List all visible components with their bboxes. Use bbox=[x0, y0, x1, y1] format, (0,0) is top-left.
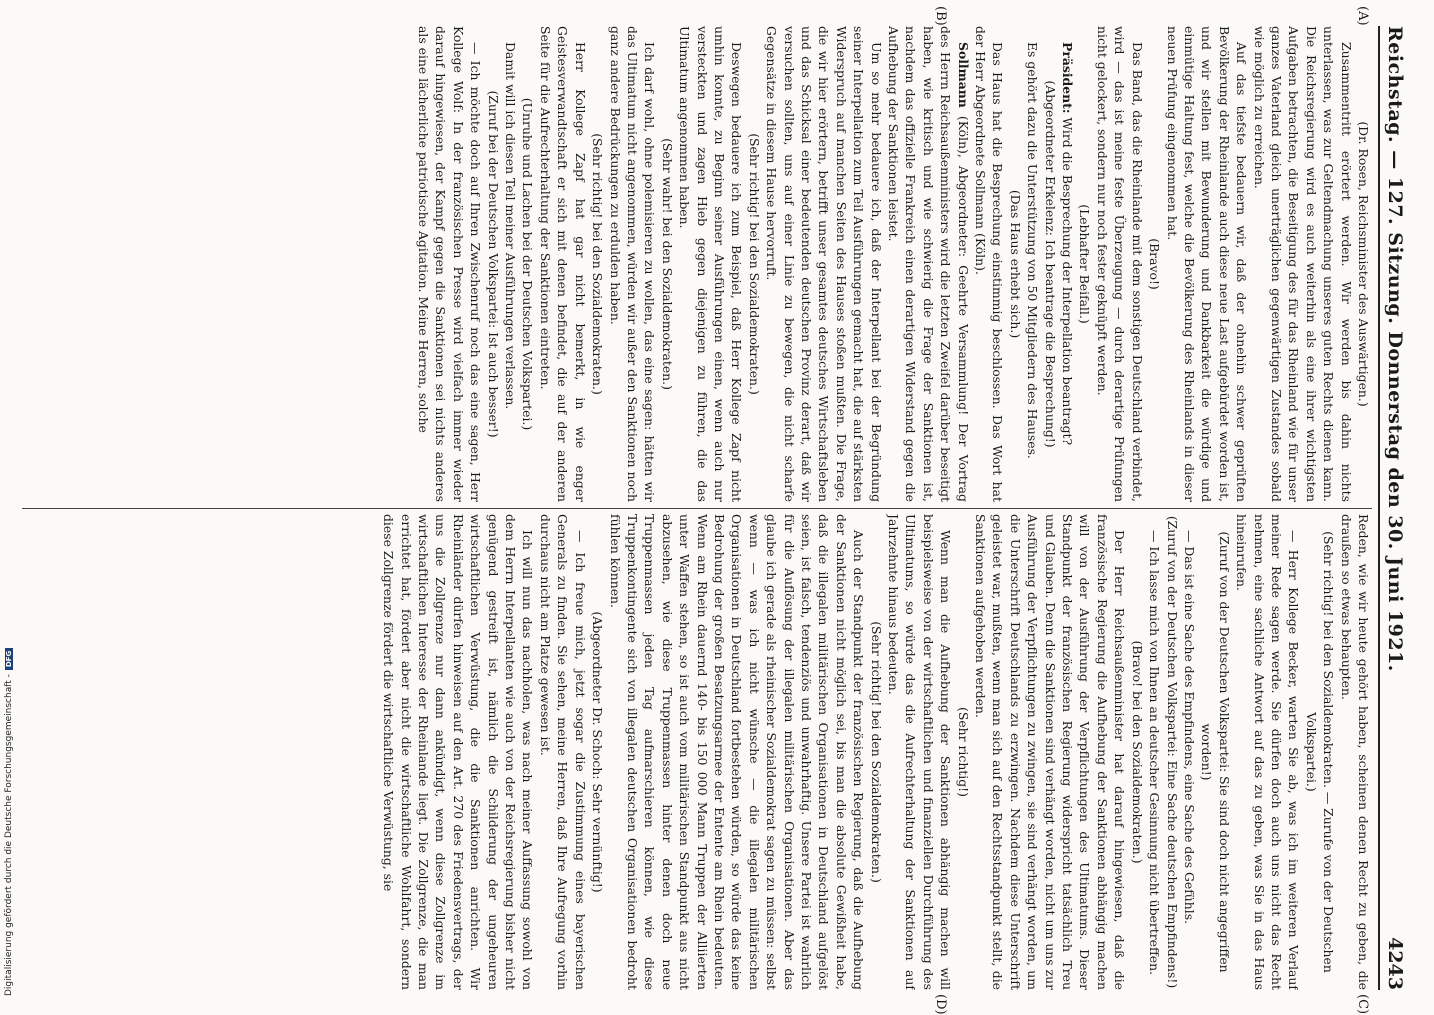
body-paragraph: Auch der Standpunkt der französischen Regierung, daß die Aufhebung der Sanktionen nicht möglich sei, bis man die absolute Gewißheit habe, daß die illegalen militärischen Organisationen in Deutschland aufgelöst seien, ist falsch, tendenziös und unwahrhaftig. Unsere Partei ist wahrlich für die Auflösung der illegalen militärischen Organisationen. Aber das glaube ich gerade als rheinischer Sozialdemokrat sagen zu müssen: selbst wenn — was ich nicht wünsche — die illegalen militärischen Organisationen in Deutschland fortbestehen würden, so würde das keine Bedrohung der großen Besatzungsarmee der Entente am Rhein bedeuten. Wenn am Rhein dauernd 140- bis 150 000 Mann Truppen der Alliierten unter Waffen stehen, so ist auch vom militärischen Standpunkt aus nicht abzusehen, wie diese Truppenmassen hinter denen doch neue Truppenmassen jeden Tag aufmarschieren können, wie diese Truppenkontingente sich von illegalen deutschen Organisationen bedroht fühlen können. bbox=[607, 514, 867, 990]
body-paragraph: — Ich lasse mich von Ihnen an deutscher Gesinnung nicht übertreffen. bbox=[1147, 530, 1163, 976]
speaker-text: (Köln), Abgeordneter: Geehrte Versammlung! Der Vortrag des Herrn Reichsaußenministers wird die letzten Zweifel darüber beseitigt haben, wie kritisch und wie schwierig die Frage der Sanktionen ist, nachdem das offizielle Frankreich einen derartigen Widerstand gegen die Aufhebung der Sanktionen leistet. bbox=[886, 26, 971, 502]
page-number: 4243 bbox=[1384, 937, 1406, 990]
margin-letter-d: (D) bbox=[933, 994, 948, 1015]
margin-letter-b: (B) bbox=[933, 6, 948, 26]
body-paragraph: Das Haus hat die Besprechung einstimmig beschlossen. Das Wort hat der Herr Abgeordnete Sollmann (Köln). bbox=[973, 26, 1006, 502]
interjection-note: (Abgeordneter Dr. Schoch: Sehr vernünftig!) bbox=[590, 611, 606, 893]
speaker-text: Wird die Besprechung der Interpellation beantragt? bbox=[1060, 117, 1076, 446]
interjection-note: (Lebhafter Beifall.) bbox=[1077, 204, 1093, 324]
interjection-note: (Sehr wahr! bei den Sozialdemokraten.) bbox=[659, 138, 675, 390]
interjection-note: (Dr. Rosen, Reichsminister des Auswärtigen.) bbox=[1356, 121, 1371, 407]
body-paragraph: Wenn man die Aufhebung der Sanktionen abhängig machen will beispielsweise von der wirtschaftlichen und finanziellen Durchführung des Ultimatums, so würde das die Aufrechterhaltung der Sanktionen auf Jahrzehnte hinaus bedeuten. bbox=[886, 514, 954, 990]
dfg-logo: DFG bbox=[5, 648, 13, 670]
interjection-note: (Abgeordneter Erkelenz: Ich beantrage die Besprechung!) bbox=[1042, 80, 1058, 448]
interjection-note: (Sehr richtig! bei den Sozialdemokraten. — Zurufe von der Deutschen Volkspartei.) bbox=[1303, 531, 1337, 973]
interjection-note: (Zuruf bei der Deutschen Volkspartei: Ist auch besser!) bbox=[485, 90, 501, 438]
margin-letter-c: (C) bbox=[1355, 994, 1370, 1015]
page-title: Reichstag. — 127. Sitzung. Donnerstag den 30. Juni 1921. bbox=[1384, 26, 1406, 672]
interjection-note: (Sehr richtig! bei den Sozialdemokraten.) bbox=[590, 133, 606, 395]
interjection-note: (Sehr richtig!) bbox=[955, 707, 971, 797]
body-paragraph: — Das ist eine Sache des Empfindens, eine Sache des Gefühls. bbox=[1181, 530, 1197, 925]
body-paragraph: Herr Kollege Zapf hat gar nicht bemerkt, in wie enger Geistesverwandtschaft er sich mit denen befindet, die auf der anderen Seite für die Aufrechterhaltung der Sanktionen eintreten. bbox=[537, 26, 588, 502]
interjection-note: (Zuruf von der Deutschen Volkspartei: Sie sind doch nicht angegriffen worden!) bbox=[1199, 531, 1232, 973]
body-paragraph: Ich darf wohl, ohne polemisieren zu wollen, das eine sagen: hätten wir das Ultimatum nicht angenommen, würden wir außer den Sanktionen noch ganz andere Bedrückungen zu erdulden haben. bbox=[607, 26, 658, 502]
rotated-page bbox=[8, 6, 1418, 1015]
body-paragraph: Ich will nun das nachholen, was nach meiner Auffassung sowohl von dem Herrn Interpellanten wie auch von der Reichsregierung bisher nicht genügend gestreift ist, nämlich die Schilderung der ungeheuren wirtschaftlichen Verwüstung, die die Sanktionen anrichten. Wir Rheinländer dürfen hinweisen auf den Art. 270 des Friedensvertrags, der uns die Zollgrenze nur dann ankündigt, wenn diese Zollgrenze im wirtschaftlichen Interesse der Rheinlande liegt. Die Zollgrenze, die man errichtet hat, fördert aber nicht die wirtschaftliche Wohlfahrt, sondern diese Zollgrenze fördert die wirtschaftliche Verwüstung, sie bbox=[381, 514, 536, 990]
body-paragraph: Damit will ich diesen Teil meiner Ausführungen verlassen. bbox=[503, 42, 519, 410]
digitization-credit bbox=[2, 546, 16, 996]
body-paragraph: Das Band, das die Rheinlande mit dem sonstigen Deutschland verbindet, wird — das ist meine feste Überzeugung — durch derartige Prüfungen nicht gelockert, sondern nur noch fester geknüpft werden. bbox=[1094, 26, 1145, 502]
body-paragraph: Auf das tiefste bedauern wir, daß der ohnehin schwer geprüften Bevölkerung der Rheinlande auch diese neue Last aufgebürdet worden ist, und wir stellen mit Bewunderung und Dankbarkeit die würdige und einmütige Haltung fest, welche die Bevölkerung des Rheinlands in dieser neuen Prüfung eingenommen hat. bbox=[1164, 26, 1250, 502]
right-column bbox=[18, 514, 1372, 990]
interjection-note: (Bravo!) bbox=[1147, 238, 1163, 290]
body-paragraph: Um so mehr bedauere ich, daß der Interpellant bei der Begründung seiner Interpellation zum Teil Ausführungen gemacht hat, die auf stärksten Widerspruch auf manchen Seiten des Hauses stoßen mußten. Die Frage, die wir hier erörtern, betrifft unser gesamtes deutsches Wirtschaftsleben und das Schicksal einer bedeutenden deutschen Provinz derart, daß wir versuchen sollten, uns auf einer Linie zu bewegen, die nicht scharfe Gegensätze in diesem Hause hervorruft. bbox=[764, 26, 884, 502]
body-paragraph: Reden, wie wir heute gehört haben, scheinen denen Recht zu geben, die draußen so etwas behaupten. bbox=[1338, 514, 1371, 990]
margin-letter-a: (A) bbox=[1355, 6, 1370, 26]
body-paragraph: — Ich möchte doch auf Ihren Zwischenruf noch das eine sagen, Herr Kollege Wolf: In der französischen Presse wird vielfach immer wieder darauf hingewiesen, der Kampf gegen die Sanktionen sei nichts anderes als eine lächerliche patriotische Agitation. Meine Herren, solche bbox=[416, 26, 484, 502]
body-paragraph: — Ich freue mich, jetzt sogar die Zustimmung eines bayerischen Generals zu finden. Sie sehen, meine Herren, daß Ihre Aufregung vorhin durchaus nicht am Platze gewesen ist. bbox=[537, 514, 588, 990]
speaker-paragraph bbox=[885, 26, 972, 502]
speaker-paragraph bbox=[1059, 26, 1076, 502]
body-paragraph: Zusammentritt erörtert werden. Wir werden bis dahin nichts unterlassen, was zur Geltendmachung unseres guten Rechts dienen kann. Die Reichsregierung wird es auch weiterhin als eine ihrer wichtigsten Aufgaben betrachten, die Beseitigung des für das Rheinland wie für unser ganzes Vaterland gleich unerträglichen gegenwärtigen Zustandes sobald wie möglich zu erreichen. bbox=[1251, 26, 1354, 502]
column-divider bbox=[22, 508, 1372, 509]
interjection-note: (Unruhe und Lachen bei der Deutschen Volkspartei.) bbox=[520, 97, 536, 431]
interjection-note: (Sehr richtig! bei den Sozialdemokraten.) bbox=[868, 621, 884, 883]
interjection-note: (Das Haus erhebt sich.) bbox=[1007, 189, 1023, 339]
interjection-note: (Sehr richtig! bei den Sozialdemokraten.) bbox=[746, 133, 762, 395]
body-paragraph: Deswegen bedauere ich zum Beispiel, daß Herr Kollege Zapf nicht umhin konnte, zu Beginn seiner Ausführungen einen, wenn auch nur versteckten und zagen Hieb gegen diejenigen zu führen, die das Ultimatum angenommen haben. bbox=[677, 26, 745, 502]
interjection-note: (Zuruf von der Deutschen Volkspartei: Eine Sache deutschen Empfindens!) bbox=[1164, 515, 1180, 989]
body-paragraph: Es gehört dazu die Unterstützung von 50 Mitgliedern des Hauses. bbox=[1025, 42, 1041, 459]
page-header bbox=[1378, 26, 1410, 990]
credit-text: Digitalisierung gefördert durch die Deutsche Forschungsgemeinschaft - bbox=[4, 674, 14, 996]
left-column bbox=[18, 26, 1372, 502]
body-paragraph: Der Herr Reichsaußenminister hat darauf hingewiesen, daß die französische Regierung die Aufhebung der Sanktionen abhängig machen will von der Ausführung der Verpflichtungen des Ultimatums. Dieser Standpunkt der französischen Regierung widerspricht tatsächlich Treu und Glauben. Denn die Sanktionen sind verhängt worden, nicht um uns zur Ausführung der Verpflichtungen zu zwingen, sie sind verhängt worden, um die Unterschrift Deutschlands zu erzwingen. Nachdem diese Unterschrift geleistet war, mußten, wenn man sich auf den Rechtsstandpunkt stellt, die Sanktionen aufgehoben werden. bbox=[973, 514, 1128, 990]
body-paragraph: — Herr Kollege Becker, warten Sie ab, was ich im weiteren Verlauf meiner Rede sagen werde. Sie dürfen doch auch uns nicht das Recht nehmen, eine sachliche Antwort auf das zu geben, was Sie in das Haus hineinrufen. bbox=[1234, 514, 1302, 990]
speaker-name: Präsident: bbox=[1060, 42, 1076, 114]
interjection-note: (Bravo! bei den Sozialdemokraten.) bbox=[1129, 640, 1145, 864]
speaker-name: Sollmann bbox=[955, 42, 971, 108]
